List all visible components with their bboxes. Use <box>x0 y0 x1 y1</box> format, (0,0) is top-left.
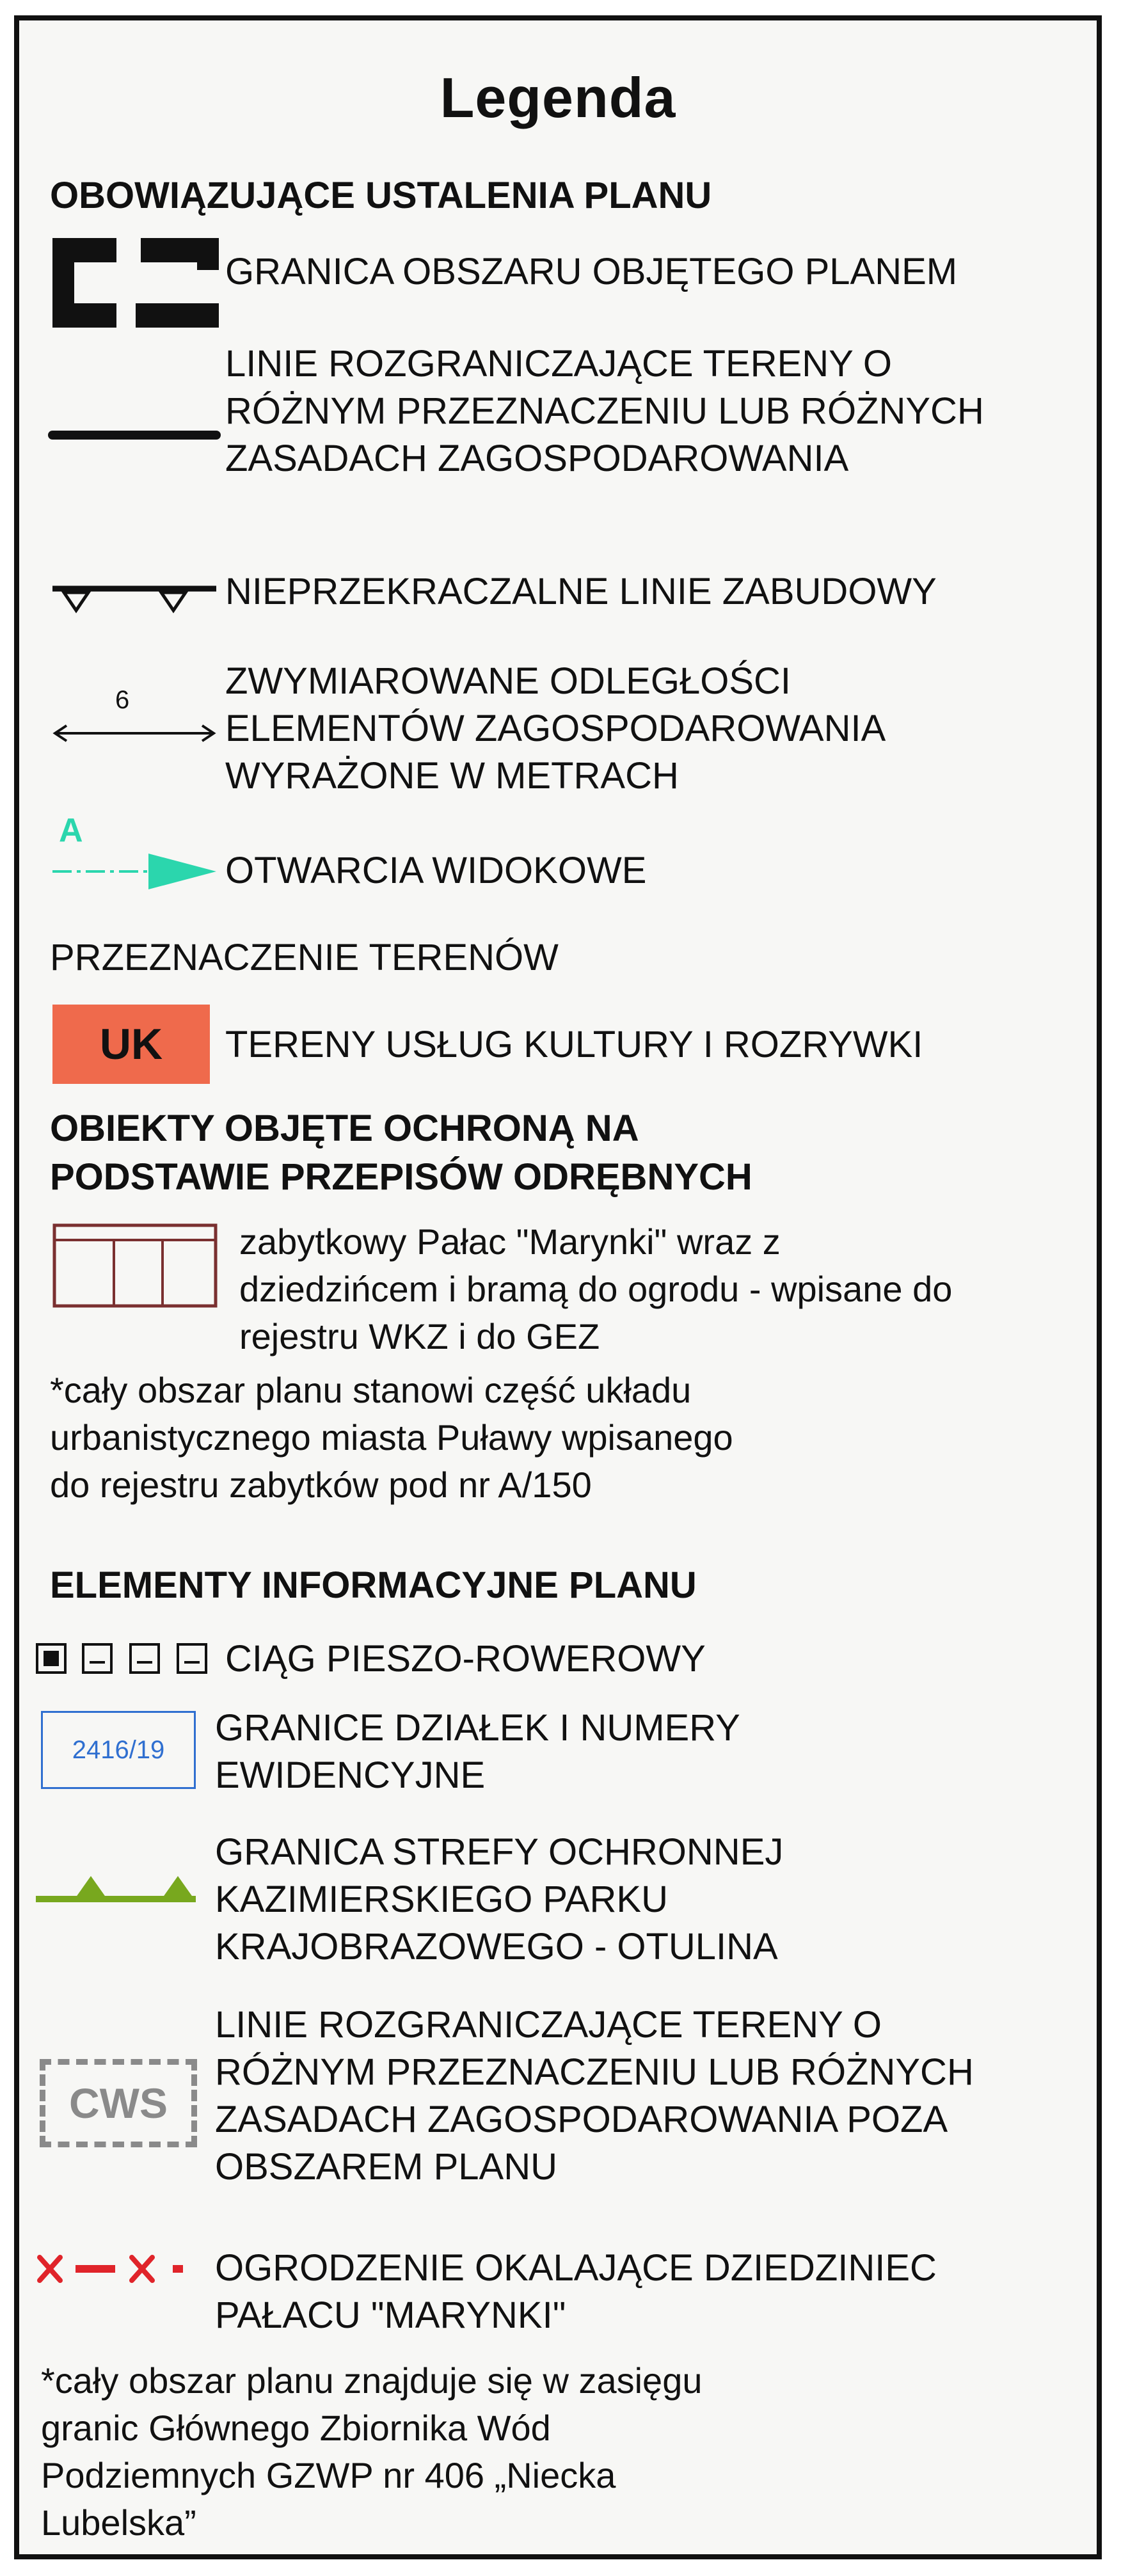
dimension-arrow-icon <box>52 724 219 743</box>
building-lines-label: NIEPRZEKRACZALNE LINIE ZABUDOWY <box>225 571 937 612</box>
palace-label: zabytkowy Pałac "Marynki" wraz z dziedzińcem i bramą do ogrodu - wpisane do rejestru WKZ i do GEZ <box>239 1221 953 1356</box>
section-heading-protected: OBIEKTY OBJĘTE OCHRONĄ NA PODSTAWIE PRZEPISÓW ODRĘBNYCH <box>50 1108 752 1198</box>
dimensions-label: ZWYMIAROWANE ODLEGŁOŚCI ELEMENTÓW ZAGOSPODAROWANIA WYRAŻONE W METRACH <box>225 660 886 797</box>
outside-lines-label: LINIE ROZGRANICZAJĄCE TERENY O RÓŻNYM PRZEZNACZENIU LUB RÓŻNYCH ZASADACH ZAGOSPODAROWANIA POZA OBSZAREM PLANU <box>215 2004 974 2188</box>
cws-symbol: CWS <box>40 2059 197 2147</box>
view-arrow-icon <box>52 846 219 897</box>
legend-panel <box>14 15 1102 2559</box>
cycle-path-label: CIĄG PIESZO-ROWEROWY <box>225 1638 706 1680</box>
dimension-number: 6 <box>115 686 130 714</box>
plan-boundary-label: GRANICA OBSZARU OBJĘTEGO PLANEM <box>225 251 958 292</box>
gzwp-note: *cały obszar planu znajduje się w zasięgu granic Głównego Zbiornika Wód Podziemnych GZWP nr 406 „Niecka Lubelska” <box>41 2360 703 2543</box>
section-heading-land-use: PRZEZNACZENIE TERENÓW <box>50 937 559 978</box>
uk-swatch: UK <box>52 1005 210 1084</box>
section-heading-informational: ELEMENTY INFORMACYJNE PLANU <box>50 1564 697 1606</box>
dividing-line-symbol <box>52 430 219 443</box>
palace-symbol <box>52 1223 219 1313</box>
section-heading-binding: OBOWIĄZUJĄCE USTALENIA PLANU <box>50 175 712 216</box>
uk-label: TERENY USŁUG KULTURY I ROZRYWKI <box>225 1024 923 1065</box>
park-buffer-symbol <box>36 1870 202 1908</box>
parcels-label: GRANICE DZIAŁEK I NUMERY EWIDENCYJNE <box>215 1707 740 1796</box>
fence-symbol <box>36 2252 209 2291</box>
park-buffer-label: GRANICA STREFY OCHRONNEJ KAZIMIERSKIEGO PARKU KRAJOBRAZOWEGO - OTULINA <box>215 1831 784 1968</box>
cycle-path-symbol <box>36 1642 221 1680</box>
fence-label: OGRODZENIE OKALAJĄCE DZIEDZINIEC PAŁACU "MARYNKI" <box>215 2247 937 2336</box>
building-line-symbol <box>52 584 219 622</box>
palace-note: *cały obszar planu stanowi część układu urbanistycznego miasta Puławy wpisanego do rejestru zabytków pod nr A/150 <box>50 1370 733 1505</box>
legend-title: Legenda <box>440 66 676 129</box>
plan-boundary-symbol <box>52 238 219 340</box>
dividing-lines-label: LINIE ROZGRANICZAJĄCE TERENY O RÓŻNYM PRZEZNACZENIU LUB RÓŻNYCH ZASADACH ZAGOSPODAROWANIA <box>225 343 984 479</box>
parcel-number-box: 2416/19 <box>41 1711 196 1789</box>
view-symbol-letter: A <box>59 812 83 849</box>
view-openings-label: OTWARCIA WIDOKOWE <box>225 850 647 891</box>
